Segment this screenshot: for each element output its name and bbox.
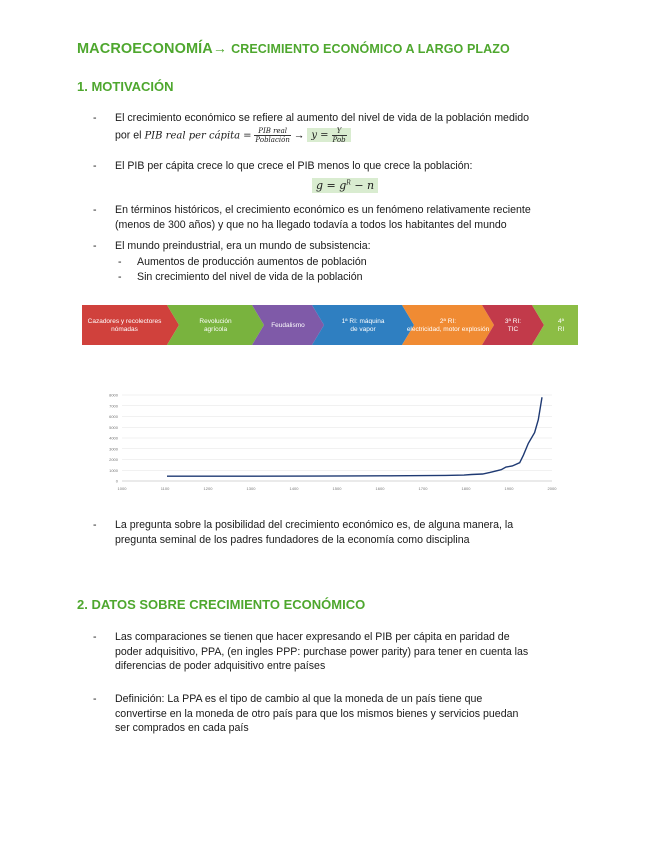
x-tick-label: 1700 xyxy=(418,486,428,491)
x-tick-label: 1200 xyxy=(203,486,213,491)
y-tick-label: 0 xyxy=(115,478,118,484)
x-tick-label: 2000 xyxy=(547,486,557,491)
bullet-text: En términos históricos, el crecimiento económico es un fenómeno relativamente reciente xyxy=(115,204,531,216)
bullet-marker: - xyxy=(93,112,97,124)
formula-fraction: $\frac{\text{PIB real}}{\text{Población}}$ xyxy=(255,127,290,144)
formula-line: por el PIB real per cápita = $\frac{\text{PIB real}}{\text{Población}}$ → y = $\frac{Y}{\text{Pob}}$ xyxy=(115,127,351,144)
arrow-icon: → xyxy=(212,40,227,56)
growth-formula: $g = g^R - n$ xyxy=(312,176,378,193)
x-tick-label: 1000 xyxy=(117,486,127,491)
y-tick-label: 2000 xyxy=(109,457,118,462)
bullet-text: El crecimiento económico se refiere al aumento del nivel de vida de la población medido xyxy=(115,112,529,124)
subject-label: MACROECONOMÍA xyxy=(77,41,213,57)
y-tick-label: 4000 xyxy=(109,435,118,441)
y-tick-label: 8000 xyxy=(109,392,118,398)
sub-bullet-text: Aumentos de producción aumentos de población xyxy=(137,256,367,268)
x-tick-label: 1400 xyxy=(289,486,299,491)
bullet-marker: - xyxy=(93,160,97,172)
bullet-text: La pregunta sobre la posibilidad del crecimiento económico es, de alguna manera, la pregunta seminal de los padres fundadores de la economía como disciplina xyxy=(115,519,514,546)
x-tick-label: 1600 xyxy=(375,486,385,491)
x-tick-label: 1500 xyxy=(332,486,342,491)
timeline-stage-2 xyxy=(167,305,264,345)
y-tick-label: 7000 xyxy=(109,403,118,409)
formula-arrow: → xyxy=(293,129,305,142)
gdp-series-line xyxy=(167,397,542,476)
timeline-stage-label: 3ª RI: xyxy=(504,318,522,325)
timeline-stage-label: electricidad, motor explosión xyxy=(406,326,490,333)
timeline-stage-label: 4ª xyxy=(557,318,565,325)
timeline-stage-label: Revolución xyxy=(199,318,232,325)
timeline-stage-label: agrícola xyxy=(203,326,228,333)
timeline-stage-label: nómadas xyxy=(111,326,138,333)
bullet-text: El PIB per cápita crece lo que crece el PIB menos lo que crece la población: xyxy=(115,160,473,172)
section-title-datos: 2. DATOS SOBRE CRECIMIENTO ECONÓMICO xyxy=(77,597,366,612)
formula-lhs: PIB real per cápita xyxy=(144,130,241,142)
y-tick-label: 6000 xyxy=(109,414,118,419)
timeline-stage-1 xyxy=(82,305,179,345)
bullet-text: Definición: La PPA es el tipo de cambio al que la moneda de un país tiene que convertirse en la moneda de otro país para que los mismos bienes y servicios puedan ser comprados en cada país xyxy=(115,693,519,734)
bullet-text: Las comparaciones se tienen que hacer expresando el PIB per cápita en paridad de poder adquisitivo, PPA, (en ingles PPP: purchase power parity) para tener en cuenta las diferencias de poder adquisitivo entre países xyxy=(115,631,529,672)
timeline-stage-label: RI xyxy=(557,326,565,333)
bullet-marker: - xyxy=(93,240,97,252)
x-tick-label: 1100 xyxy=(160,486,170,491)
document-title xyxy=(77,40,510,57)
x-tick-label: 1900 xyxy=(504,486,514,491)
bullet-marker: - xyxy=(93,693,97,705)
bullet-text: El mundo preindustrial, era un mundo de subsistencia: xyxy=(115,240,371,252)
timeline-stage-label: 2ª RI: xyxy=(439,318,457,325)
timeline-stage-label: de vapor xyxy=(350,326,376,333)
bullet-text: (menos de 300 años) y que no ha llegado todavía a todos los habitantes del mundo xyxy=(115,219,507,231)
bullet-marker: - xyxy=(93,631,97,643)
sub-bullet-marker: - xyxy=(118,256,122,268)
formula-prefix: por el xyxy=(115,129,142,142)
sub-bullet-text: Sin crecimiento del nivel de vida de la población xyxy=(137,271,363,283)
y-tick-label: 5000 xyxy=(109,424,118,430)
history-timeline xyxy=(82,305,578,345)
timeline-stage-5 xyxy=(402,305,494,345)
gdp-history-chart xyxy=(82,365,577,500)
timeline-stage-4 xyxy=(312,305,414,345)
y-tick-label: 3000 xyxy=(109,446,118,452)
timeline-stage-label: Feudalismo xyxy=(271,322,305,329)
x-tick-label: 1800 xyxy=(461,486,471,491)
sub-bullet-marker: - xyxy=(118,271,122,283)
y-tick-label: 1000 xyxy=(109,467,118,473)
formula-highlight: y = $\frac{Y}{\text{Pob}}$ xyxy=(307,128,350,142)
timeline-stage-label: 1ª RI: máquina xyxy=(341,318,385,325)
section-title-motivacion: 1. MOTIVACIÓN xyxy=(77,79,174,94)
topic-label: CRECIMIENTO ECONÓMICO A LARGO PLAZO xyxy=(231,42,510,56)
bullet-marker: - xyxy=(93,519,97,531)
bullet-marker: - xyxy=(93,204,97,216)
timeline-stage-label: TIC xyxy=(507,326,519,333)
x-tick-label: 1300 xyxy=(246,486,256,491)
timeline-stage-label: Cazadores y recolectores xyxy=(87,318,162,325)
